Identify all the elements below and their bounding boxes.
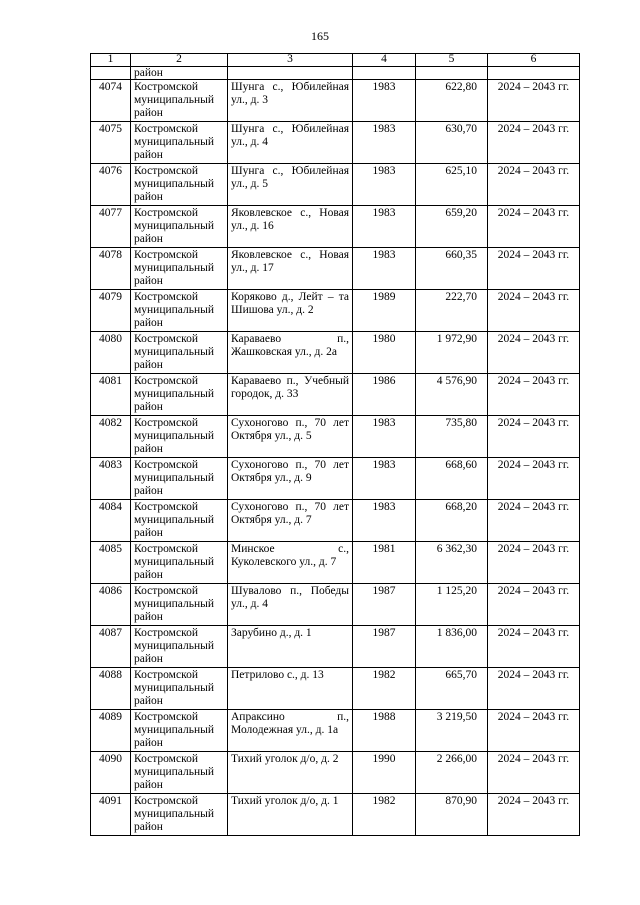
housing-registry-table — [90, 53, 580, 836]
table-row — [91, 710, 580, 752]
cell-year: 1989 — [353, 290, 416, 332]
column-header: 5 — [416, 54, 488, 67]
cell-period: 2024 – 2043 гг. — [488, 752, 580, 794]
cell-period — [488, 67, 580, 80]
cell-area: 625,10 — [416, 164, 488, 206]
column-header: 3 — [228, 54, 353, 67]
cell-district: Костромской муниципальный район — [131, 668, 228, 710]
cell-period: 2024 – 2043 гг. — [488, 164, 580, 206]
column-header: 2 — [131, 54, 228, 67]
cell-year: 1981 — [353, 542, 416, 584]
cell-num: 4085 — [91, 542, 131, 584]
cell-district: Костромской муниципальный район — [131, 122, 228, 164]
cell-period: 2024 – 2043 гг. — [488, 542, 580, 584]
cell-district: Костромской муниципальный район — [131, 332, 228, 374]
cell-num: 4079 — [91, 290, 131, 332]
column-header: 1 — [91, 54, 131, 67]
cell-area: 3 219,50 — [416, 710, 488, 752]
cell-year: 1983 — [353, 416, 416, 458]
cell-area: 4 576,90 — [416, 374, 488, 416]
table-row — [91, 458, 580, 500]
cell-district: Костромской муниципальный район — [131, 416, 228, 458]
cell-area: 659,20 — [416, 206, 488, 248]
table-row — [91, 248, 580, 290]
column-header: 4 — [353, 54, 416, 67]
cell-num: 4074 — [91, 80, 131, 122]
cell-period: 2024 – 2043 гг. — [488, 206, 580, 248]
cell-period: 2024 – 2043 гг. — [488, 668, 580, 710]
cell-district: Костромской муниципальный район — [131, 500, 228, 542]
cell-address: Яковлевское с., Новая ул., д. 17 — [228, 248, 353, 290]
table-row — [91, 164, 580, 206]
cell-address: Шувалово п., Победы ул., д. 4 — [228, 584, 353, 626]
cell-area: 870,90 — [416, 794, 488, 836]
cell-district: Костромской муниципальный район — [131, 458, 228, 500]
column-number-row — [91, 54, 580, 67]
cell-address: Сухоногово п., 70 лет Октября ул., д. 7 — [228, 500, 353, 542]
cell-year: 1988 — [353, 710, 416, 752]
cell-address: Шунга с., Юбилейная ул., д. 4 — [228, 122, 353, 164]
cell-district: Костромской муниципальный район — [131, 80, 228, 122]
table-row — [91, 668, 580, 710]
cell-area: 1 125,20 — [416, 584, 488, 626]
table-row — [91, 80, 580, 122]
cell-num: 4091 — [91, 794, 131, 836]
cell-num: 4078 — [91, 248, 131, 290]
cell-area: 222,70 — [416, 290, 488, 332]
cell-area: 1 972,90 — [416, 332, 488, 374]
cell-district: Костромской муниципальный район — [131, 794, 228, 836]
cell-area — [416, 67, 488, 80]
table-row — [91, 206, 580, 248]
cell-period: 2024 – 2043 гг. — [488, 710, 580, 752]
cell-year: 1980 — [353, 332, 416, 374]
cell-num: 4083 — [91, 458, 131, 500]
cell-year: 1983 — [353, 122, 416, 164]
cell-area: 735,80 — [416, 416, 488, 458]
cell-district: Костромской муниципальный район — [131, 752, 228, 794]
column-header: 6 — [488, 54, 580, 67]
cell-year: 1986 — [353, 374, 416, 416]
cell-year: 1983 — [353, 458, 416, 500]
cell-year: 1990 — [353, 752, 416, 794]
cell-address: Петрилово с., д. 13 — [228, 668, 353, 710]
cell-num: 4082 — [91, 416, 131, 458]
cell-num: 4081 — [91, 374, 131, 416]
cell-district: Костромской муниципальный район — [131, 290, 228, 332]
cell-period: 2024 – 2043 гг. — [488, 248, 580, 290]
cell-address: Шунга с., Юбилейная ул., д. 5 — [228, 164, 353, 206]
cell-area: 622,80 — [416, 80, 488, 122]
cell-address — [228, 67, 353, 80]
cell-num: 4090 — [91, 752, 131, 794]
table-row — [91, 416, 580, 458]
table-row — [91, 290, 580, 332]
cell-period: 2024 – 2043 гг. — [488, 374, 580, 416]
cell-num: 4075 — [91, 122, 131, 164]
page-number: 165 — [311, 29, 329, 43]
cell-district: Костромской муниципальный район — [131, 584, 228, 626]
cell-period: 2024 – 2043 гг. — [488, 794, 580, 836]
cell-period: 2024 – 2043 гг. — [488, 626, 580, 668]
cell-period: 2024 – 2043 гг. — [488, 584, 580, 626]
cell-district: Костромской муниципальный район — [131, 248, 228, 290]
table-row — [91, 542, 580, 584]
cell-address: Тихий уголок д/о, д. 2 — [228, 752, 353, 794]
cell-district: Костромской муниципальный район — [131, 206, 228, 248]
continuation-row — [91, 67, 580, 80]
cell-address: Коряково д., Лейт – та Шишова ул., д. 2 — [228, 290, 353, 332]
table-row — [91, 794, 580, 836]
cell-num: 4086 — [91, 584, 131, 626]
table-row — [91, 332, 580, 374]
cell-period: 2024 – 2043 гг. — [488, 290, 580, 332]
cell-year — [353, 67, 416, 80]
table-row — [91, 752, 580, 794]
cell-address: Сухоногово п., 70 лет Октября ул., д. 9 — [228, 458, 353, 500]
cell-address: Караваево п., Жашковская ул., д. 2а — [228, 332, 353, 374]
cell-address: Апраксино п., Молодежная ул., д. 1а — [228, 710, 353, 752]
cell-area: 665,70 — [416, 668, 488, 710]
cell-num: 4087 — [91, 626, 131, 668]
cell-num: 4089 — [91, 710, 131, 752]
cell-district: район — [131, 67, 228, 80]
cell-address: Зарубино д., д. 1 — [228, 626, 353, 668]
cell-year: 1987 — [353, 584, 416, 626]
cell-district: Костромской муниципальный район — [131, 626, 228, 668]
cell-address: Минское с., Куколевского ул., д. 7 — [228, 542, 353, 584]
cell-num — [91, 67, 131, 80]
cell-address: Яковлевское с., Новая ул., д. 16 — [228, 206, 353, 248]
cell-year: 1987 — [353, 626, 416, 668]
cell-district: Костромской муниципальный район — [131, 374, 228, 416]
cell-area: 2 266,00 — [416, 752, 488, 794]
table-row — [91, 374, 580, 416]
cell-year: 1982 — [353, 794, 416, 836]
table-row — [91, 500, 580, 542]
cell-address: Сухоногово п., 70 лет Октября ул., д. 5 — [228, 416, 353, 458]
cell-period: 2024 – 2043 гг. — [488, 458, 580, 500]
cell-year: 1983 — [353, 500, 416, 542]
cell-district: Костромской муниципальный район — [131, 542, 228, 584]
cell-period: 2024 – 2043 гг. — [488, 122, 580, 164]
cell-period: 2024 – 2043 гг. — [488, 80, 580, 122]
cell-num: 4077 — [91, 206, 131, 248]
table-row — [91, 122, 580, 164]
cell-num: 4084 — [91, 500, 131, 542]
table-row — [91, 584, 580, 626]
cell-period: 2024 – 2043 гг. — [488, 416, 580, 458]
cell-district: Костромской муниципальный район — [131, 710, 228, 752]
cell-address: Шунга с., Юбилейная ул., д. 3 — [228, 80, 353, 122]
cell-district: Костромской муниципальный район — [131, 164, 228, 206]
cell-year: 1983 — [353, 164, 416, 206]
cell-area: 1 836,00 — [416, 626, 488, 668]
cell-num: 4080 — [91, 332, 131, 374]
cell-year: 1983 — [353, 206, 416, 248]
cell-address: Караваево п., Учебный городок, д. 33 — [228, 374, 353, 416]
cell-year: 1983 — [353, 80, 416, 122]
cell-year: 1982 — [353, 668, 416, 710]
cell-num: 4088 — [91, 668, 131, 710]
cell-area: 630,70 — [416, 122, 488, 164]
cell-area: 668,20 — [416, 500, 488, 542]
cell-num: 4076 — [91, 164, 131, 206]
table-row — [91, 626, 580, 668]
cell-area: 668,60 — [416, 458, 488, 500]
cell-period: 2024 – 2043 гг. — [488, 332, 580, 374]
cell-year: 1983 — [353, 248, 416, 290]
cell-area: 660,35 — [416, 248, 488, 290]
cell-period: 2024 – 2043 гг. — [488, 500, 580, 542]
cell-address: Тихий уголок д/о, д. 1 — [228, 794, 353, 836]
cell-area: 6 362,30 — [416, 542, 488, 584]
